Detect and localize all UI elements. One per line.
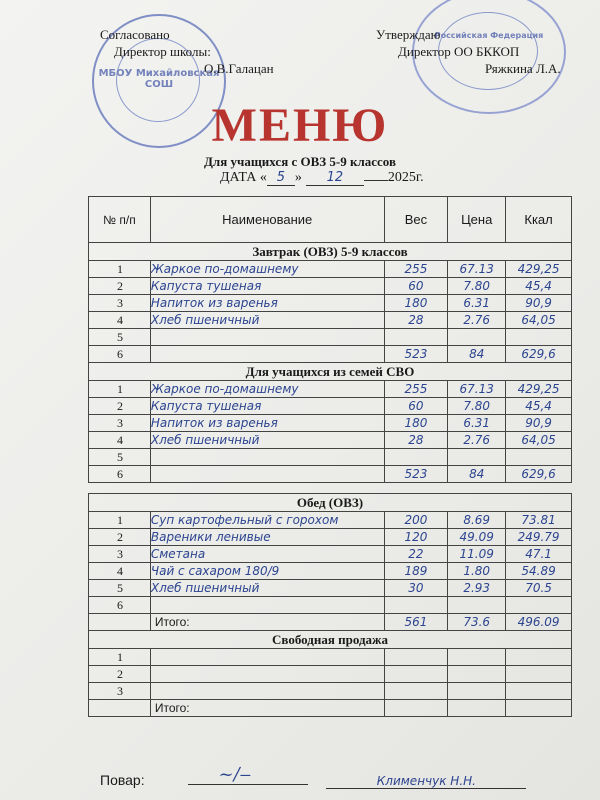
dish-name [150,466,384,483]
dish-name: Напиток из варенья [150,415,384,432]
table-row [89,597,572,614]
dish-kcal [506,666,572,683]
dish-name [150,346,384,363]
table-header-row [89,197,572,243]
header-kcal: Ккал [506,197,572,243]
dish-weight: 28 [384,432,448,449]
approval-agreed-title: Согласовано [100,27,170,42]
dish-price: 7.80 [448,398,506,415]
dish-weight: 60 [384,278,448,295]
table-row [89,683,572,700]
date-day: 5 [267,170,295,186]
dish-weight: 200 [384,512,448,529]
header-num: № п/п [89,197,151,243]
approval-approved-signer: Ряжкина Л.А. [485,61,561,76]
dish-weight: 28 [384,312,448,329]
dish-price: 84 [448,466,506,483]
section-header [89,243,572,261]
date-month: 12 [306,170,364,186]
table-row [89,580,572,597]
dish-price [448,683,506,700]
row-number: 5 [89,580,151,597]
dish-weight: 523 [384,346,448,363]
total-row [89,700,572,717]
table-row [89,278,572,295]
dish-weight: 255 [384,261,448,278]
page-subtitle: Для учащихся с ОВЗ 5-9 классов [203,154,396,169]
total-price: 73.6 [448,614,506,631]
dish-kcal: 54.89 [506,563,572,580]
table-row [89,563,572,580]
dish-weight: 60 [384,398,448,415]
cook-signature-line [188,764,308,785]
dish-price [448,649,506,666]
row-number: 4 [89,312,151,329]
dish-price: 11.09 [448,546,506,563]
dish-name: Капуста тушеная [150,398,384,415]
dish-name [150,597,384,614]
dish-price: 67.13 [448,381,506,398]
dish-name [150,449,384,466]
dish-weight [384,329,448,346]
table-row [89,261,572,278]
table-row [89,432,572,449]
row-number: 2 [89,666,151,683]
dish-price: 2.93 [448,580,506,597]
approval-agreed-signer: О.В.Галацан [204,61,274,76]
dish-weight: 120 [384,529,448,546]
dish-price: 7.80 [448,278,506,295]
date-mid: » [294,170,302,185]
dish-weight: 189 [384,563,448,580]
table-row [89,512,572,529]
total-num-empty [89,614,151,631]
dish-name: Вареники ленивые [150,529,384,546]
section-title: Для учащихся из семей СВО [89,363,572,381]
approval-approved-block [376,26,598,77]
date-line [220,170,424,186]
table-row [89,546,572,563]
table-row [89,346,572,363]
dish-kcal: 90,9 [506,415,572,432]
total-price [448,700,506,717]
approval-agreed-position: Директор школы: [114,44,211,59]
table-row [89,466,572,483]
dish-price: 6.31 [448,415,506,432]
cook-name: Клименчук Н.Н. [326,774,526,789]
menu-table [88,196,572,717]
total-kcal [506,700,572,717]
row-number: 3 [89,683,151,700]
dish-weight [384,597,448,614]
dish-name [150,683,384,700]
dish-name: Жаркое по-домашнему [150,381,384,398]
stamp-right-text: Российская Федерация [434,31,544,40]
date-year: 2025г. [387,170,424,185]
dish-price: 8.69 [448,512,506,529]
table-row [89,295,572,312]
dish-kcal: 73.81 [506,512,572,529]
dish-name: Хлеб пшеничный [150,432,384,449]
row-number: 4 [89,563,151,580]
section-title: Обед (ОВЗ) [89,494,572,512]
row-number: 1 [89,512,151,529]
dish-weight: 30 [384,580,448,597]
dish-kcal: 45,4 [506,278,572,295]
total-label: Итого: [150,614,384,631]
dish-weight: 523 [384,466,448,483]
table-row [89,398,572,415]
page-title: МЕНЮ [211,99,389,152]
table-row [89,529,572,546]
dish-price: 1.80 [448,563,506,580]
table-row [89,449,572,466]
total-num-empty [89,700,151,717]
dish-kcal: 70.5 [506,580,572,597]
approval-approved-title: Утверждаю [376,27,441,42]
dish-price: 49.09 [448,529,506,546]
dish-kcal: 429,25 [506,261,572,278]
approval-approved-position: Директор ОО БККОП [398,44,520,59]
section-title: Завтрак (ОВЗ) 5-9 классов [89,243,572,261]
dish-weight: 255 [384,381,448,398]
header-weight: Вес [384,197,448,243]
cook-signature: ~∕‒ [218,764,252,785]
total-kcal: 496.09 [506,614,572,631]
dish-name [150,666,384,683]
total-row [89,614,572,631]
dish-name [150,649,384,666]
row-number: 6 [89,466,151,483]
dish-price [448,666,506,683]
dish-name: Сметана [150,546,384,563]
dish-kcal: 45,4 [506,398,572,415]
table-row [89,666,572,683]
row-number: 4 [89,432,151,449]
table-row [89,381,572,398]
dish-kcal: 429,25 [506,381,572,398]
row-number: 6 [89,597,151,614]
dish-name: Жаркое по-домашнему [150,261,384,278]
dish-name: Суп картофельный с горохом [150,512,384,529]
row-number: 3 [89,415,151,432]
dish-kcal: 629,6 [506,346,572,363]
cook-label: Повар: [100,772,145,788]
dish-kcal [506,449,572,466]
dish-weight: 22 [384,546,448,563]
dish-kcal: 90,9 [506,295,572,312]
row-number: 2 [89,278,151,295]
section-title: Свободная продажа [89,631,572,649]
dish-kcal [506,649,572,666]
total-weight [384,700,448,717]
dish-kcal: 249.79 [506,529,572,546]
dish-price [448,449,506,466]
dish-price: 2.76 [448,312,506,329]
table-row [89,312,572,329]
dish-kcal [506,329,572,346]
dish-kcal: 64,05 [506,432,572,449]
dish-kcal: 47.1 [506,546,572,563]
row-number: 3 [89,546,151,563]
dish-weight [384,449,448,466]
dish-weight: 180 [384,415,448,432]
dish-kcal [506,683,572,700]
dish-kcal: 64,05 [506,312,572,329]
stamp-left-text: МБОУ Михайловская СОШ [98,68,220,90]
header-name: Наименование [150,197,384,243]
dish-name: Чай с сахаром 180/9 [150,563,384,580]
dish-weight: 180 [384,295,448,312]
dish-weight [384,649,448,666]
dish-price: 2.76 [448,432,506,449]
dish-name [150,329,384,346]
row-number: 1 [89,261,151,278]
section-header [89,494,572,512]
dish-kcal: 629,6 [506,466,572,483]
row-number: 6 [89,346,151,363]
table-row [89,415,572,432]
row-number: 5 [89,329,151,346]
total-weight: 561 [384,614,448,631]
row-number: 1 [89,649,151,666]
dish-kcal [506,597,572,614]
table-row [89,649,572,666]
dish-price [448,329,506,346]
header-price: Цена [448,197,506,243]
approval-agreed-block [100,26,274,76]
row-number: 1 [89,381,151,398]
dish-weight [384,666,448,683]
row-number: 3 [89,295,151,312]
dish-price: 67.13 [448,261,506,278]
total-label: Итого: [150,700,384,717]
dish-price: 6.31 [448,295,506,312]
date-prefix: ДАТА « [220,170,267,185]
section-header [89,631,572,649]
dish-name: Капуста тушеная [150,278,384,295]
dish-price [448,597,506,614]
row-number: 2 [89,398,151,415]
footer-cook [100,764,526,789]
row-number: 5 [89,449,151,466]
row-number: 2 [89,529,151,546]
dish-weight [384,683,448,700]
section-header [89,363,572,381]
dish-name: Хлеб пшеничный [150,580,384,597]
dish-name: Хлеб пшеничный [150,312,384,329]
section-gap [89,483,572,494]
dish-price: 84 [448,346,506,363]
dish-name: Напиток из варенья [150,295,384,312]
table-row [89,329,572,346]
